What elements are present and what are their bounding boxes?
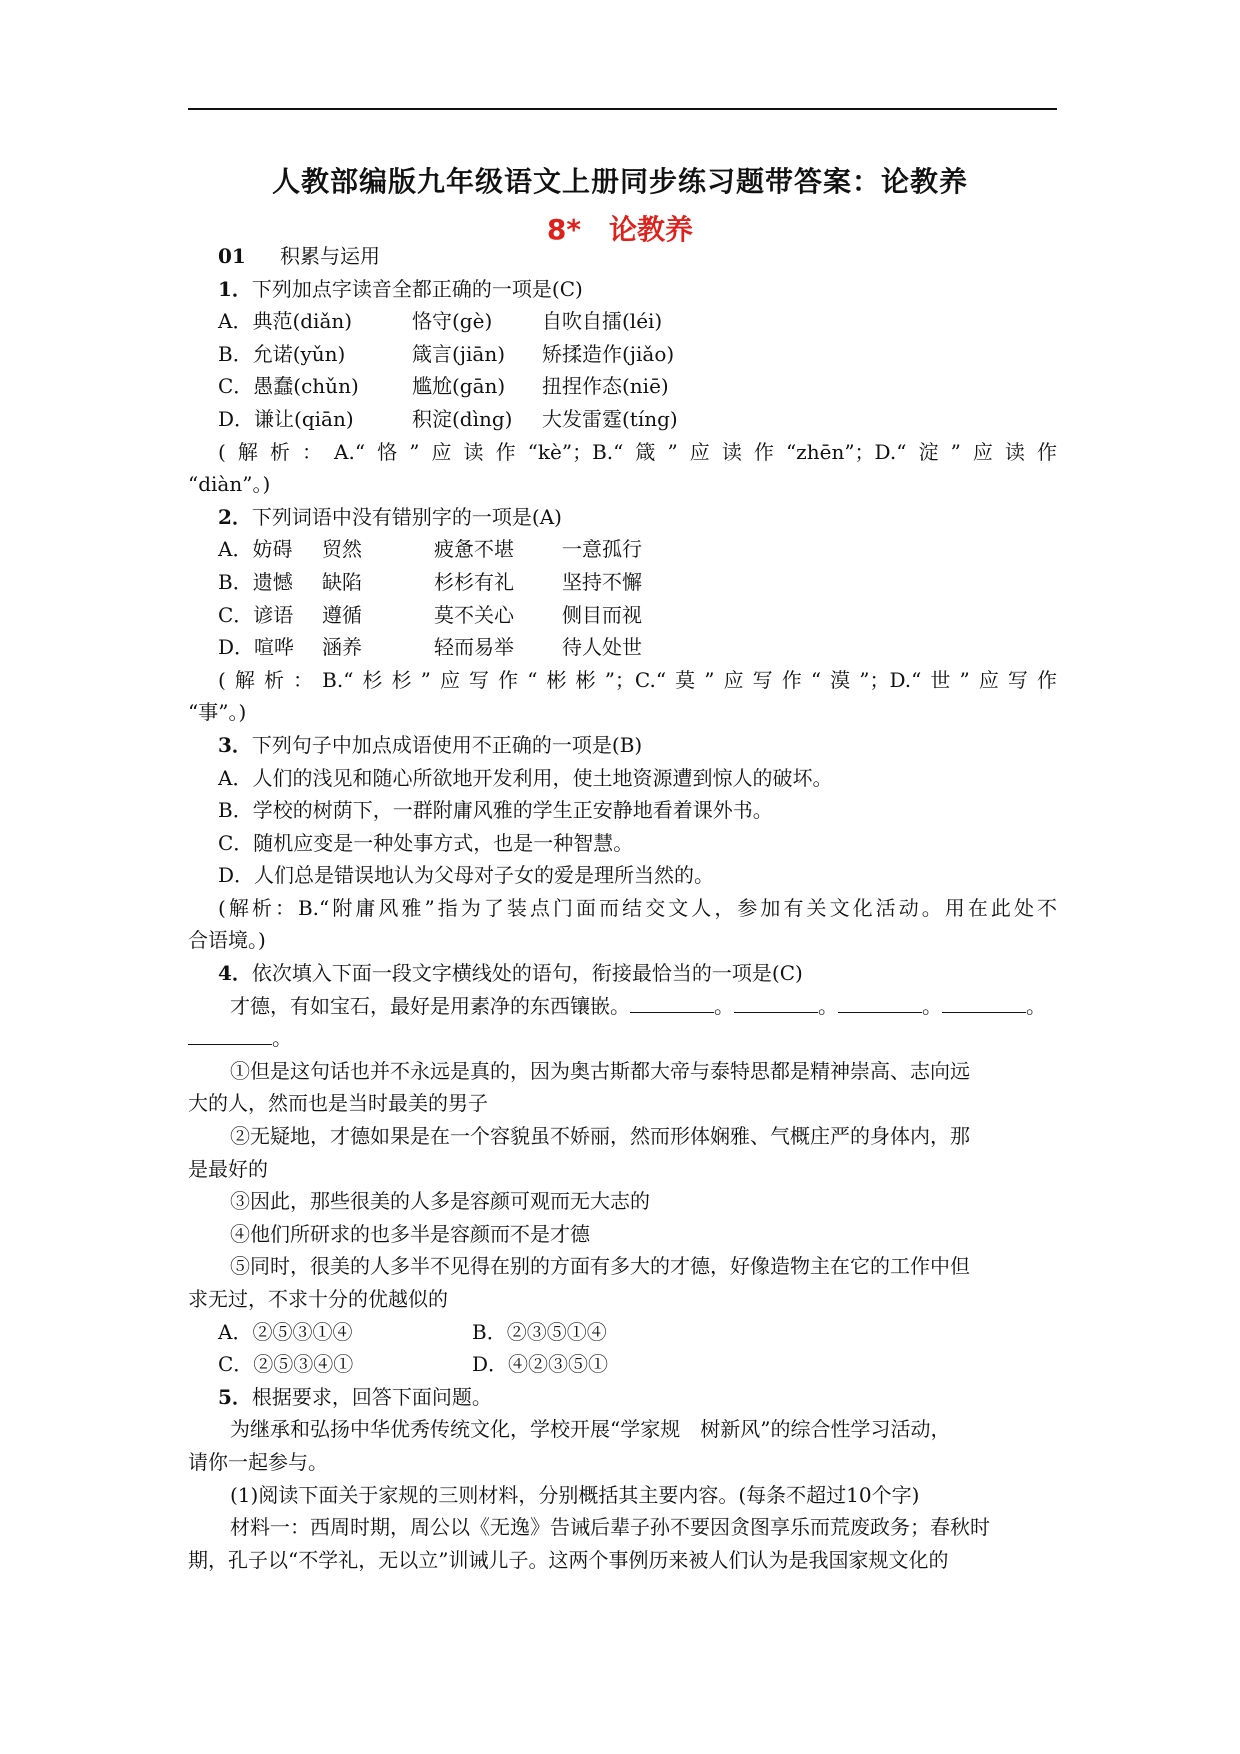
q4-options-row-2: C．②⑤③④① D．④②③⑤① <box>218 1352 609 1377</box>
q4-item-3: ③因此，那些很美的人多是容颜可观而无大志的 <box>230 1189 650 1214</box>
answer-blank <box>838 992 922 1013</box>
q2-analysis-line-1: (解析：B.“杉杉”应写作“彬彬”；C.“莫”应写作“漠”；D.“世”应写作 <box>218 667 1057 692</box>
header-rule <box>188 108 1057 110</box>
q4-item-2-line-2: 是最好的 <box>188 1156 268 1181</box>
q4-options-row-1: A．②⑤③①④ B．②③⑤①④ <box>218 1319 607 1344</box>
section-heading <box>188 240 1057 273</box>
q1-option-c: C．愚蠢(chǔn) 尴尬(gān) 扭捏作态(niē) <box>218 374 669 399</box>
q5-intro-line-1: 为继承和弘扬中华优秀传统文化，学校开展“学家规 树新风”的综合性学习活动， <box>230 1417 951 1442</box>
q4-item-2-line-1: ②无疑地，才德如果是在一个容貌虽不娇丽，然而形体娴雅、气概庄严的身体内，那 <box>230 1124 970 1149</box>
question-1-stem: 1．下列加点字读音全都正确的一项是(C) <box>218 276 583 301</box>
q4-passage-cont: 。 <box>188 1022 1057 1055</box>
q1-option-a: A．典范(diǎn) 恪守(gè) 自吹自擂(léi) <box>218 309 663 334</box>
q3-option-a: A．人们的浅见和随心所欲地开发利用，使土地资源遭到惊人的破坏。 <box>218 765 833 790</box>
answer-blank <box>734 992 818 1013</box>
q5-intro-line-2: 请你一起参与。 <box>188 1449 328 1474</box>
q5-material-1-line-2: 期，孔子以“不学礼，无以立”训诫儿子。这两个事例历来被人们认为是我国家规文化的 <box>188 1547 949 1572</box>
q4-item-5-line-2: 求无过，不求十分的优越似的 <box>188 1287 448 1311</box>
answer-blank <box>630 992 714 1013</box>
q4-item-1-line-1: ①但是这句话也并不永远是真的，因为奥古斯都大帝与泰特思都是精神崇高、志向远 <box>230 1058 970 1083</box>
answer-blank <box>942 992 1026 1013</box>
q2-option-c: C．谚语 遵循 莫不关心 侧目而视 <box>218 602 642 627</box>
question-4-stem: 4．依次填入下面一段文字横线处的语句，衔接最恰当的一项是(C) <box>218 961 803 986</box>
q1-option-d: D．谦让(qiān) 积淀(dìng) 大发雷霆(tíng) <box>218 406 678 431</box>
document-title: 人教部编版九年级语文上册同步练习题带答案：论教养 <box>271 165 968 198</box>
lesson-title: 8* 论教养 <box>546 213 694 246</box>
document-body <box>188 240 1057 1576</box>
q5-sub-question-1: (1)阅读下面关于家规的三则材料，分别概括其主要内容。(每条不超过10个字) <box>230 1482 920 1507</box>
q4-item-5-line-1: ⑤同时，很美的人多半不见得在别的方面有多大的才德，好像造物主在它的工作中但 <box>230 1254 970 1279</box>
q1-analysis-line-2: “diàn”。) <box>188 472 271 497</box>
q3-analysis-line-1: (解析：B.“附庸风雅”指为了装点门面而结交文人，参加有关文化活动。用在此处不 <box>218 895 1057 920</box>
q1-analysis-line-1: (解析：A.“恪”应读作“kè”；B.“箴”应读作“zhēn”；D.“淀”应读作 <box>218 439 1057 464</box>
section-number: 01 <box>218 244 246 268</box>
q2-option-a: A．妨碍 贸然 疲惫不堪 一意孤行 <box>218 537 642 562</box>
q5-material-1-line-1: 材料一：西周时期，周公以《无逸》告诫后辈子孙不要因贪图享乐而荒废政务；春秋时 <box>230 1515 990 1540</box>
q2-option-b: B．遗憾 缺陷 杉杉有礼 坚持不懈 <box>218 569 642 594</box>
question-3-stem: 3．下列句子中加点成语使用不正确的一项是(B) <box>218 732 643 757</box>
q4-passage: 才德，有如宝石，最好是用素净的东西镶嵌。 。 。 。 。 <box>230 993 1046 1018</box>
q4-item-4: ④他们所研求的也多半是容颜而不是才德 <box>230 1221 590 1246</box>
q3-option-d: D．人们总是错误地认为父母对子女的爱是理所当然的。 <box>218 863 715 888</box>
q4-item-1-line-2: 大的人，然而也是当时最美的男子 <box>188 1091 488 1116</box>
section-label: 积累与运用 <box>280 244 380 268</box>
answer-blank <box>188 1024 272 1045</box>
q3-option-c: C．随机应变是一种处事方式，也是一种智慧。 <box>218 830 634 855</box>
q2-option-d: D．喧哗 涵养 轻而易举 待人处世 <box>218 635 642 660</box>
q1-option-b: B．允诺(yǔn) 箴言(jiān) 矫揉造作(jiǎo) <box>218 341 675 366</box>
question-2-stem: 2．下列词语中没有错别字的一项是(A) <box>218 504 562 529</box>
question-5-stem: 5．根据要求，回答下面问题。 <box>218 1384 492 1409</box>
q3-analysis-line-2: 合语境。) <box>188 928 266 953</box>
q3-option-b: B．学校的树荫下，一群附庸风雅的学生正安静地看着课外书。 <box>218 798 773 823</box>
q2-analysis-line-2: “事”。) <box>188 700 247 725</box>
